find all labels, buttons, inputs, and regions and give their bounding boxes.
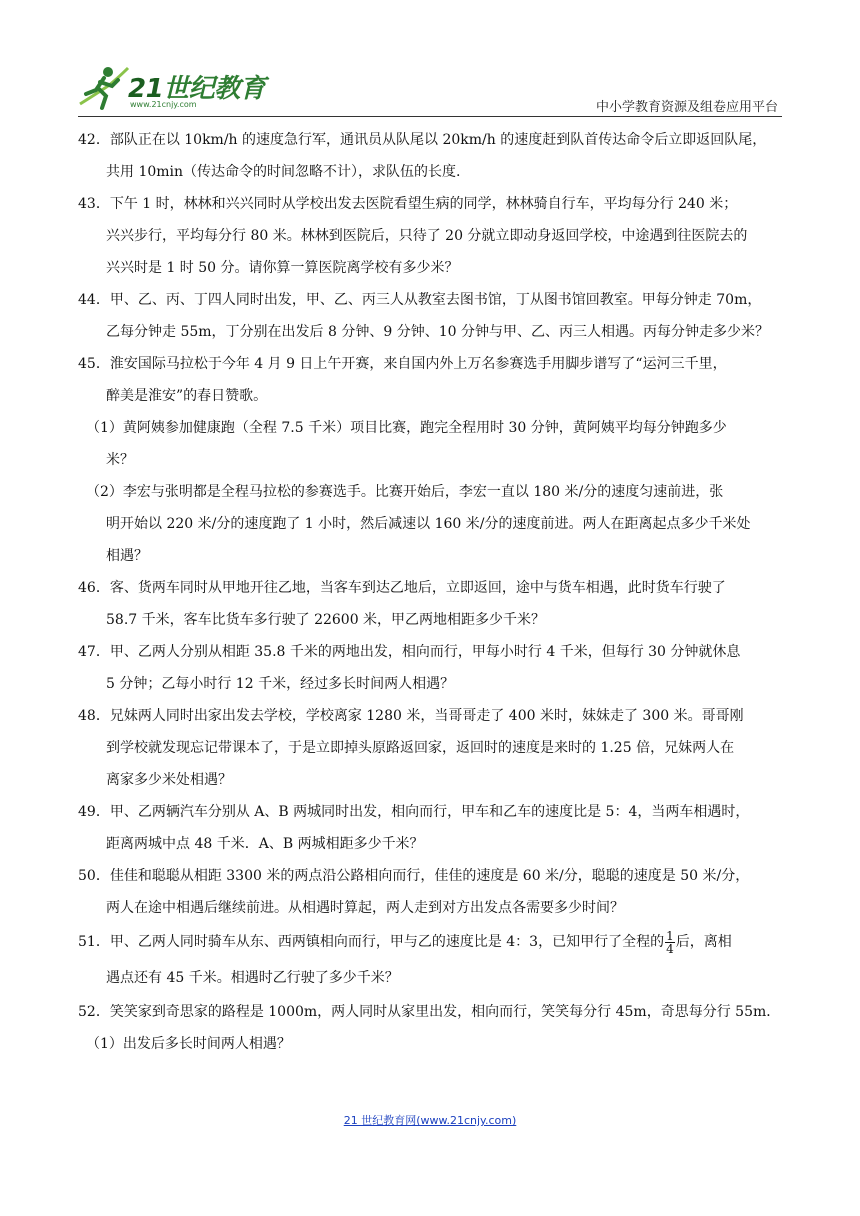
question-line: 兴兴步行，平均每分行 80 米。林林到医院后，只待了 20 分就立即动身返回学校，中途遇到往医院去的	[106, 228, 748, 244]
question-line: 43．下午 1 时，林林和兴兴同时从学校出发去医院看望生病的同学，林林骑自行车，平均每分行 240 米；	[78, 196, 738, 212]
question-line: （1）出发后多长时间两人相遇？	[86, 1036, 291, 1052]
question-line: 离家多少米处相遇？	[106, 772, 232, 788]
page-footer	[0, 1112, 860, 1128]
question-line: 58.7 千米，客车比货车多行驶了 22600 米，甲乙两地相距多少千米？	[106, 612, 546, 628]
question-line: 5 分钟；乙每小时行 12 千米，经过多长时间两人相遇？	[106, 676, 455, 692]
question-text: 51．甲、乙两人同时骑车从东、西两镇相向而行，甲与乙的速度比是 4：3，已知甲行了全程的	[78, 934, 665, 950]
fraction	[665, 930, 675, 955]
question-48	[78, 700, 786, 796]
fraction-numerator: 1	[666, 928, 674, 943]
question-line: 兴兴时是 1 时 50 分。请你算一算医院离学校有多少米？	[106, 260, 459, 276]
question-50	[78, 860, 786, 924]
question-line: 两人在途中相遇后继续前进。从相遇时算起，两人走到对方出发点各需要多少时间？	[106, 900, 624, 916]
question-line	[78, 924, 786, 960]
question-line: 乙每分钟走 55m，丁分别在出发后 8 分钟、9 分钟、10 分钟与甲、乙、丙三人相遇。丙每分钟走多少米？	[106, 324, 769, 340]
question-line: （2）李宏与张明都是全程马拉松的参赛选手。比赛开始后，李宏一直以 180 米/分的速度匀速前进，张	[86, 484, 724, 500]
question-text: 后，离相	[675, 934, 732, 950]
question-47	[78, 636, 786, 700]
question-42	[78, 124, 786, 188]
question-49	[78, 796, 786, 860]
question-line: 到学校就发现忘记带课本了，于是立即掉头原路返回家，返回时的速度是来时的 1.25 倍，兄妹两人在	[106, 740, 735, 756]
logo-num: 21	[128, 74, 164, 104]
question-list	[78, 124, 786, 1060]
question-line: （1）黄阿姨参加健康跑（全程 7.5 千米）项目比赛，跑完全程用时 30 分钟，黄阿姨平均每分钟跑多少	[86, 420, 727, 436]
question-44	[78, 284, 786, 348]
question-line: 49．甲、乙两辆汽车分别从 A、B 两城同时出发，相向而行，甲车和乙车的速度比是 5：4，当两车相遇时，	[78, 804, 750, 820]
question-line: 46．客、货两车同时从甲地开往乙地，当客车到达乙地后，立即返回，途中与货车相遇，此时货车行驶了	[78, 580, 726, 596]
footer-link[interactable]: 21 世纪教育网(www.21cnjy.com)	[343, 1114, 517, 1127]
question-line: 48．兄妹两人同时出家出发去学校，学校离家 1280 米，当哥哥走了 400 米时，妹妹走了 300 米。哥哥刚	[78, 708, 744, 724]
page-header	[0, 0, 860, 120]
question-line: 50．佳佳和聪聪从相距 3300 米的两点沿公路相向而行，佳佳的速度是 60 米/分，聪聪的速度是 50 米/分，	[78, 868, 750, 884]
question-43	[78, 188, 786, 284]
logo-name: 世纪教育	[163, 74, 266, 104]
question-line: 共用 10min（传达命令的时间忽略不计），求队伍的长度.	[106, 164, 461, 180]
question-52-part-1	[78, 1028, 786, 1060]
question-46	[78, 572, 786, 636]
question-45-part-1	[78, 412, 786, 476]
logo-url: www.21cnjy.com	[130, 100, 197, 109]
header-divider	[78, 116, 782, 117]
question-45	[78, 348, 786, 412]
question-line: 44．甲、乙、丙、丁四人同时出发，甲、乙、丙三人从教室去图书馆，丁从图书馆回教室。甲每分钟走 70m，	[78, 292, 762, 308]
question-line: 45．淮安国际马拉松于今年 4 月 9 日上午开赛，来自国内外上万名参赛选手用脚步谱写了“运河三千里，	[78, 356, 727, 372]
fraction-denominator: 4	[666, 941, 674, 956]
question-52	[78, 996, 786, 1028]
question-line: 醉美是淮安”的春日赞歌。	[106, 388, 268, 404]
platform-name: 中小学教育资源及组卷应用平台	[595, 100, 778, 115]
question-line: 明开始以 220 米/分的速度跑了 1 小时，然后减速以 160 米/分的速度前进。两人在距离起点多少千米处	[106, 516, 751, 532]
question-line: 42．部队正在以 10km/h 的速度急行军，通讯员从队尾以 20km/h 的速度赶到队首传达命令后立即返回队尾，	[78, 132, 767, 148]
runner-logo-icon	[78, 64, 132, 112]
question-line: 遇点还有 45 千米。相遇时乙行驶了多少千米？	[106, 970, 399, 986]
question-line: 相遇？	[106, 548, 148, 564]
question-line: 52．笑笑家到奇思家的路程是 1000m，两人同时从家里出发，相向而行，笑笑每分行 45m，奇思每分行 55m．	[78, 1004, 781, 1020]
question-line: 距离两城中点 48 千米．A、B 两城相距多少千米？	[106, 836, 424, 852]
question-45-part-2	[78, 476, 786, 572]
question-line: 米？	[106, 452, 134, 468]
question-line: 47．甲、乙两人分别从相距 35.8 千米的两地出发，相向而行，甲每小时行 4 千米，但每行 30 分钟就休息	[78, 644, 741, 660]
question-51	[78, 924, 786, 996]
logo	[78, 64, 268, 114]
